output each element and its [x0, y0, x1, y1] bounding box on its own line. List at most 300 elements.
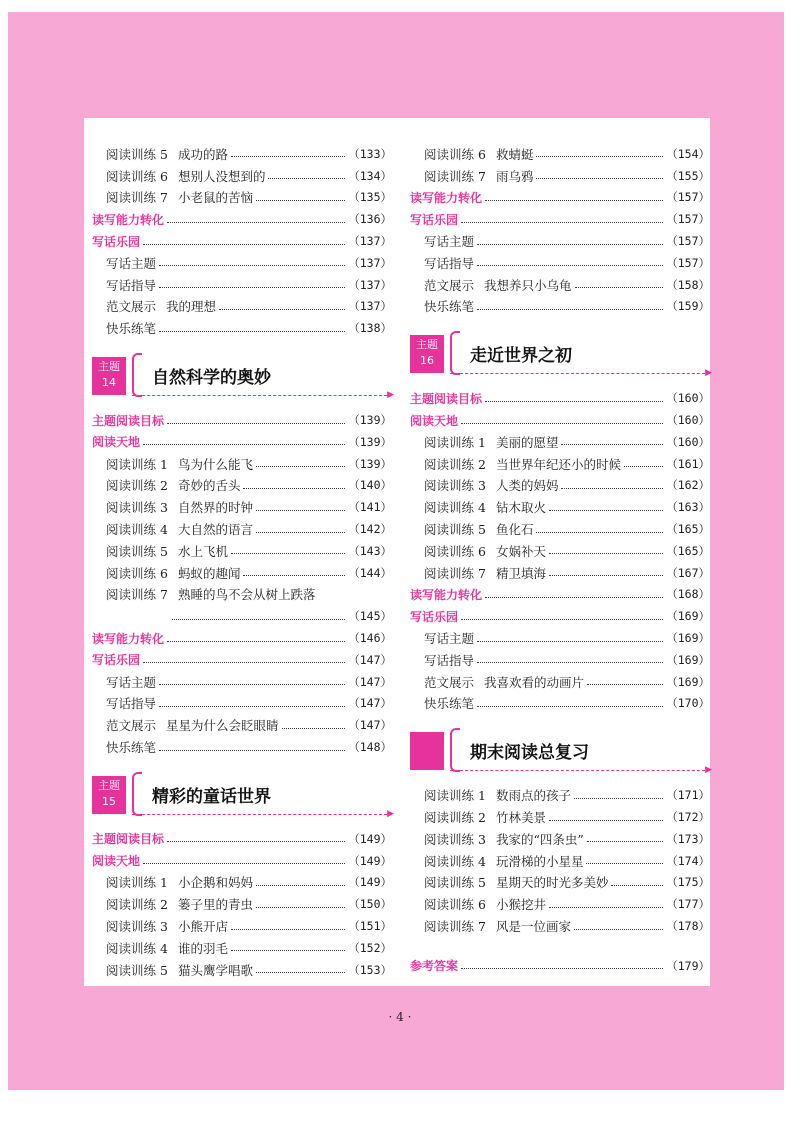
entry-page: （141）: [348, 500, 392, 515]
toc-entry[interactable]: [92, 850, 392, 872]
dot-leader: [143, 662, 345, 663]
entry-title: 阅读训练 7: [424, 565, 486, 581]
dot-leader: [574, 929, 663, 930]
entry-page: （160）: [666, 391, 710, 406]
dot-leader: [256, 972, 345, 973]
dot-leader: [477, 265, 663, 266]
entry-subtitle: 小猴挖井: [495, 897, 546, 913]
entry-subtitle: 成功的路: [177, 146, 228, 162]
toc-entry[interactable]: [410, 431, 710, 453]
entry-page: （174）: [666, 853, 710, 868]
theme-title: 期末阅读总复习: [470, 743, 589, 764]
entry-page: （147）: [348, 718, 392, 733]
entry-page: （168）: [666, 587, 710, 602]
entry-title: 写话指导: [106, 696, 157, 712]
toc-entry[interactable]: [410, 693, 710, 715]
toc-entry[interactable]: [410, 274, 710, 296]
dot-leader: [575, 287, 664, 288]
dot-leader: [477, 244, 663, 245]
theme-14-list: [92, 409, 392, 758]
page-number: · 4 ·: [388, 1010, 412, 1024]
entry-title: 阅读天地: [92, 435, 141, 450]
left-top-list: [92, 143, 392, 339]
entry-page: （150）: [348, 897, 392, 912]
entry-title: 阅读训练 1: [106, 875, 168, 891]
entry-page: （152）: [348, 940, 392, 955]
entry-title: 阅读训练 3: [424, 478, 486, 494]
theme-title: 走近世界之初: [470, 346, 572, 367]
toc-entry[interactable]: [92, 872, 392, 894]
dot-leader: [485, 597, 663, 598]
toc-entry[interactable]: [410, 671, 710, 693]
entry-page: （169）: [666, 652, 710, 667]
toc-entry[interactable]: [410, 296, 710, 318]
entry-page: （145）: [348, 609, 392, 624]
entry-title: 读写能力转化: [92, 212, 165, 227]
bracket-decoration: [450, 728, 460, 772]
entry-title: 写话主题: [106, 674, 157, 690]
toc-entry[interactable]: [92, 584, 392, 606]
entry-subtitle: 熟睡的鸟不会从树上跌落: [177, 587, 316, 603]
entry-title: 阅读训练 3: [424, 831, 486, 847]
bracket-decoration: [132, 772, 142, 816]
toc-entry[interactable]: [410, 850, 710, 872]
dot-leader: [586, 863, 663, 864]
toc-entry[interactable]: [92, 274, 392, 296]
dot-leader: [243, 575, 345, 576]
entry-title: 阅读训练 6: [106, 168, 168, 184]
theme-badge: [410, 335, 444, 373]
dashed-underline: [450, 770, 710, 771]
toc-entry[interactable]: [92, 317, 392, 339]
toc-entry[interactable]: [410, 252, 710, 274]
theme-title: 自然科学的奥妙: [152, 368, 271, 389]
dot-leader: [159, 706, 345, 707]
entry-page: （157）: [666, 190, 710, 205]
entry-title: 阅读训练 5: [106, 962, 168, 978]
toc-entry[interactable]: [92, 540, 392, 562]
entry-page: （155）: [666, 168, 710, 183]
toc-entry[interactable]: [92, 143, 392, 165]
entry-title: 写话指导: [424, 255, 475, 271]
theme-badge: [410, 732, 444, 770]
entry-page: （169）: [666, 674, 710, 689]
bracket-decoration: [450, 331, 460, 375]
theme-badge-number: 16: [420, 354, 434, 368]
entry-page: （178）: [666, 919, 710, 933]
entry-page: （154）: [666, 146, 710, 161]
entry-page: （159）: [666, 299, 710, 314]
toc-entry[interactable]: [410, 496, 710, 518]
entry-title: 快乐练笔: [424, 299, 475, 315]
entry-page: （142）: [348, 522, 392, 537]
arrow-icon: ▶: [705, 368, 712, 379]
entry-title: 写话主题: [424, 631, 475, 647]
toc-panel: [84, 118, 710, 986]
entry-subtitle: 星星为什么会眨眼睛: [166, 718, 279, 734]
entry-title: 快乐练笔: [424, 696, 475, 712]
dot-leader: [477, 641, 663, 642]
entry-title: 阅读训练 4: [106, 522, 168, 538]
toc-entry[interactable]: [92, 915, 392, 937]
toc-entry[interactable]: [410, 143, 710, 165]
entry-title: 写话乐园: [410, 609, 459, 624]
dot-leader: [143, 863, 345, 864]
entry-page: （173）: [666, 831, 710, 846]
dot-leader: [159, 287, 345, 288]
toc-entry[interactable]: [92, 518, 392, 540]
right-top-list: [410, 143, 710, 317]
toc-left-column: [92, 143, 392, 981]
dot-leader: [587, 684, 663, 685]
theme-16-header: [410, 329, 710, 387]
entry-subtitle: 小企鹅和妈妈: [177, 875, 253, 891]
final-review-header: [410, 726, 710, 784]
entry-page: （146）: [348, 631, 392, 646]
dot-leader: [561, 444, 663, 445]
bracket-decoration: [132, 353, 142, 397]
entry-page: （151）: [348, 919, 392, 933]
dot-leader: [159, 265, 345, 266]
entry-title: 写话主题: [106, 255, 157, 271]
entry-page: （157）: [666, 234, 710, 249]
theme-badge-number: 14: [102, 376, 116, 390]
entry-title: 阅读训练 1: [424, 788, 486, 804]
toc-entry[interactable]: [92, 627, 392, 649]
dot-leader: [587, 841, 664, 842]
toc-entry[interactable]: [92, 296, 392, 318]
entry-title: 快乐练笔: [106, 321, 157, 337]
toc-entry[interactable]: [92, 671, 392, 693]
theme-badge: [92, 357, 126, 395]
entry-page: （144）: [348, 565, 392, 580]
dot-leader: [256, 510, 345, 511]
dot-leader: [231, 950, 345, 951]
entry-page: （136）: [348, 212, 392, 227]
entry-page: （139）: [348, 434, 392, 449]
theme-15-header: [92, 770, 392, 828]
dot-leader: [549, 510, 663, 511]
entry-page: （161）: [666, 456, 710, 471]
toc-entry[interactable]: [92, 496, 392, 518]
toc-entry[interactable]: [92, 693, 392, 715]
entry-page: （177）: [666, 897, 710, 912]
toc-entry[interactable]: [410, 649, 710, 671]
toc-entry[interactable]: [410, 540, 710, 562]
dot-leader: [143, 444, 345, 445]
entry-title: 阅读训练 6: [424, 897, 486, 913]
entry-page: （139）: [348, 413, 392, 428]
entry-title: 阅读训练 5: [106, 146, 168, 162]
dot-leader: [549, 553, 663, 554]
entry-page: （167）: [666, 565, 710, 580]
entry-title: 阅读训练 3: [106, 500, 168, 516]
entry-subtitle: 救蜻蜓: [495, 146, 534, 162]
dot-leader: [536, 532, 663, 533]
entry-title: 阅读训练 5: [106, 543, 168, 559]
entry-page: （165）: [666, 522, 710, 537]
toc-entry[interactable]: [92, 475, 392, 497]
dot-leader: [549, 575, 663, 576]
toc-entry[interactable]: [92, 165, 392, 187]
entry-title: 阅读训练 4: [106, 940, 168, 956]
dot-leader: [461, 222, 663, 223]
entry-title: 写话乐园: [410, 212, 459, 227]
toc-entry[interactable]: [92, 208, 392, 230]
entry-title: 阅读天地: [92, 854, 141, 869]
entry-title: 阅读训练 5: [424, 875, 486, 891]
entry-title: 阅读训练 5: [424, 522, 486, 538]
dot-leader: [549, 907, 663, 908]
toc-entry[interactable]: [92, 893, 392, 915]
theme-14-header: [92, 351, 392, 409]
dot-leader: [477, 662, 663, 663]
dot-leader: [159, 331, 345, 332]
entry-title: 阅读训练 6: [424, 146, 486, 162]
entry-page: （137）: [348, 255, 392, 270]
dot-leader: [231, 553, 345, 554]
entry-page: （162）: [666, 478, 710, 493]
entry-title: 主题阅读目标: [410, 391, 483, 406]
toc-entry[interactable]: [410, 409, 710, 431]
toc-entry[interactable]: [92, 562, 392, 584]
toc-entry[interactable]: [410, 584, 710, 606]
entry-subtitle: 鱼化石: [495, 522, 534, 538]
toc-entry[interactable]: [410, 475, 710, 497]
entry-title: 阅读训练 6: [106, 565, 168, 581]
dot-leader: [624, 466, 663, 467]
toc-entry[interactable]: [92, 230, 392, 252]
toc-entry[interactable]: [410, 387, 710, 409]
dot-leader: [167, 841, 345, 842]
theme-15-list: [92, 828, 392, 981]
toc-entry[interactable]: [410, 893, 710, 915]
entry-subtitle: 蚂蚁的趣闻: [177, 565, 241, 581]
toc-entry[interactable]: [410, 605, 710, 627]
dot-leader: [574, 798, 663, 799]
entry-title: 阅读训练 7: [424, 919, 486, 934]
toc-entry[interactable]: [410, 784, 710, 806]
entry-title: 阅读训练 2: [106, 897, 168, 913]
toc-entry[interactable]: [92, 605, 392, 627]
dot-leader: [231, 156, 345, 157]
entry-page: （158）: [666, 277, 710, 292]
entry-subtitle: 奇妙的舌头: [177, 478, 241, 494]
dot-leader: [256, 907, 345, 908]
dot-leader: [282, 728, 346, 729]
entry-title: 读写能力转化: [92, 631, 165, 646]
dot-leader: [268, 178, 345, 179]
toc-entry[interactable]: [410, 230, 710, 252]
toc-entry[interactable]: [410, 828, 710, 850]
toc-entry[interactable]: [410, 915, 710, 937]
entry-title: 主题阅读目标: [92, 413, 165, 428]
entry-page: （175）: [666, 875, 710, 890]
entry-page: （165）: [666, 543, 710, 558]
entry-subtitle: 人类的妈妈: [495, 478, 559, 494]
dot-leader: [477, 706, 663, 707]
dot-leader: [477, 309, 663, 310]
entry-subtitle: 小熊开店: [177, 919, 228, 934]
entry-subtitle: 女娲补天: [495, 543, 546, 559]
entry-title: 参考答案: [410, 959, 459, 974]
entry-title: 阅读训练 7: [106, 190, 168, 206]
toc-entry[interactable]: [92, 431, 392, 453]
entry-title: 阅读训练 2: [424, 456, 486, 472]
entry-page: （133）: [348, 146, 392, 161]
entry-page: （147）: [348, 652, 392, 667]
entry-subtitle: 我喜欢看的动画片: [484, 674, 585, 690]
entry-subtitle: 想别人没想到的: [177, 168, 266, 184]
dot-leader: [561, 488, 663, 489]
entry-page: （134）: [348, 168, 392, 183]
entry-page: （169）: [666, 631, 710, 646]
entry-page: （138）: [348, 321, 392, 336]
theme-badge-number: 15: [102, 794, 116, 808]
entry-subtitle: 我的理想: [166, 299, 217, 315]
dot-leader: [159, 684, 345, 685]
entry-subtitle: 钻木取火: [495, 500, 546, 516]
dot-leader: [167, 222, 345, 223]
entry-page: （153）: [348, 962, 392, 977]
entry-page: （148）: [348, 740, 392, 755]
final-review-list: [410, 784, 710, 937]
entry-title: 阅读训练 4: [424, 853, 486, 869]
dot-leader: [611, 885, 663, 886]
entry-title: 主题阅读目标: [92, 832, 165, 847]
entry-page: （169）: [666, 609, 710, 624]
dot-leader: [256, 532, 345, 533]
theme-16-list: [410, 387, 710, 714]
toc-entry[interactable]: [410, 165, 710, 187]
entry-page: （160）: [666, 413, 710, 428]
entry-title: 阅读天地: [410, 413, 459, 428]
toc-entry[interactable]: [410, 187, 710, 209]
entry-title: 阅读训练 6: [424, 543, 486, 559]
entry-subtitle: 谁的羽毛: [177, 940, 228, 956]
dot-leader: [159, 750, 345, 751]
entry-subtitle: 自然界的时钟: [177, 500, 253, 516]
entry-subtitle: 猫头鹰学唱歌: [177, 962, 253, 978]
entry-page: （170）: [666, 696, 710, 711]
entry-page: （137）: [348, 277, 392, 292]
toc-entry[interactable]: [92, 649, 392, 671]
toc-entry[interactable]: [92, 409, 392, 431]
dashed-underline: [450, 373, 710, 374]
entry-page: （163）: [666, 500, 710, 515]
dot-leader: [549, 820, 663, 821]
dot-leader: [461, 968, 663, 969]
entry-page: （137）: [348, 234, 392, 249]
toc-right-column: [410, 143, 710, 977]
toc-entry[interactable]: [92, 959, 392, 981]
dot-leader: [243, 488, 345, 489]
toc-entry[interactable]: [410, 562, 710, 584]
toc-entry[interactable]: [410, 806, 710, 828]
dot-leader: [143, 244, 345, 245]
entry-page: （147）: [348, 696, 392, 711]
entry-page: （149）: [348, 875, 392, 890]
entry-subtitle: 雨乌鸦: [495, 168, 534, 184]
theme-badge-label: 主题: [98, 360, 120, 374]
theme-badge-label: 主题: [416, 338, 438, 352]
entry-title: 范文展示: [424, 277, 475, 293]
entry-page: （179）: [666, 958, 710, 973]
arrow-icon: ▶: [387, 390, 394, 401]
entry-page: （140）: [348, 478, 392, 493]
toc-entry[interactable]: [92, 453, 392, 475]
toc-entry[interactable]: [410, 627, 710, 649]
dot-leader: [485, 200, 663, 201]
entry-title: 读写能力转化: [410, 190, 483, 205]
dot-leader: [256, 200, 345, 201]
toc-entry[interactable]: [410, 208, 710, 230]
toc-entry[interactable]: [410, 518, 710, 540]
toc-entry[interactable]: [410, 872, 710, 894]
dot-leader: [219, 309, 345, 310]
entry-page: （157）: [666, 255, 710, 270]
theme-badge-label: 主题: [98, 778, 120, 792]
entry-subtitle: 我家的“四条虫”: [495, 831, 584, 847]
entry-title: 范文展示: [424, 674, 475, 690]
dot-leader: [256, 466, 345, 467]
toc-entry[interactable]: [92, 736, 392, 758]
arrow-icon: ▶: [387, 808, 394, 819]
entry-page: （137）: [348, 299, 392, 314]
arrow-icon: ▶: [705, 765, 712, 776]
entry-title: 阅读训练 4: [424, 500, 486, 516]
dot-leader: [461, 423, 663, 424]
toc-entry[interactable]: [92, 252, 392, 274]
entry-subtitle: 玩滑梯的小星星: [495, 853, 584, 869]
entry-subtitle: 美丽的愿望: [495, 434, 559, 450]
entry-title: 阅读训练 2: [106, 478, 168, 494]
entry-page: （171）: [666, 788, 710, 803]
dot-leader: [231, 929, 345, 930]
toc-entry[interactable]: [410, 453, 710, 475]
toc-entry[interactable]: [92, 828, 392, 850]
entry-subtitle: 鸟为什么能飞: [177, 456, 253, 472]
dot-leader: [256, 885, 345, 886]
dot-leader: [167, 641, 345, 642]
entry-title: 写话乐园: [92, 653, 141, 668]
answers-entry[interactable]: [410, 955, 710, 977]
entry-title: 写话指导: [106, 277, 157, 293]
entry-title: 写话乐园: [92, 234, 141, 249]
dot-leader: [485, 401, 663, 402]
entry-subtitle: 小老鼠的苦恼: [177, 190, 253, 206]
entry-subtitle: 风是一位画家: [495, 919, 571, 934]
toc-entry[interactable]: [92, 714, 392, 736]
entry-subtitle: 数雨点的孩子: [495, 788, 571, 804]
entry-subtitle: 精卫填海: [495, 565, 546, 581]
toc-entry[interactable]: [92, 187, 392, 209]
theme-title: 精彩的童话世界: [152, 786, 271, 807]
entry-title: 阅读训练 1: [424, 434, 486, 450]
entry-subtitle: 篓子里的青虫: [177, 897, 253, 913]
entry-page: （157）: [666, 212, 710, 227]
entry-title: 范文展示: [106, 299, 157, 315]
entry-subtitle: 竹林美景: [495, 810, 546, 826]
dashed-underline: [132, 395, 392, 396]
entry-subtitle: 当世界年纪还小的时候: [495, 456, 621, 472]
entry-title: 阅读训练 7: [424, 168, 486, 184]
dot-leader: [167, 423, 345, 424]
entry-title: 阅读训练 7: [106, 587, 168, 603]
entry-page: （172）: [666, 810, 710, 825]
theme-badge: [92, 776, 126, 814]
toc-entry[interactable]: [92, 937, 392, 959]
